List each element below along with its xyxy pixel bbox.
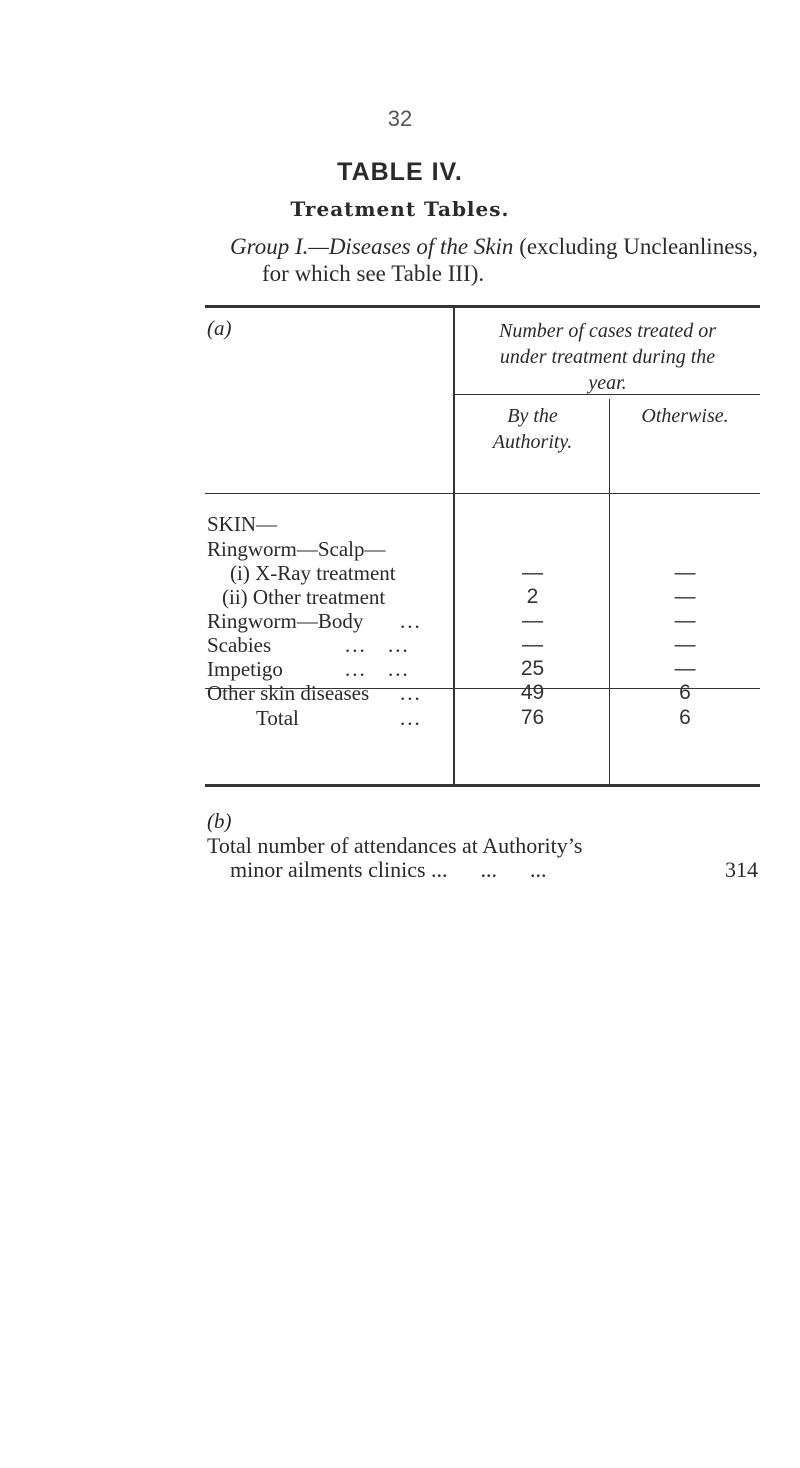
group-heading-italic: Group I.—Diseases of the Skin — [230, 234, 514, 259]
part-b-value: 314 — [725, 857, 758, 882]
header-main-line1: Number of cases treated or — [498, 320, 716, 342]
row-label: Impetigo — [207, 657, 283, 681]
column-header-authority — [455, 403, 610, 455]
row-dots: ... ... — [345, 657, 410, 681]
column-header-authority-line1: By the — [507, 405, 558, 427]
page-number: 32 — [387, 106, 413, 131]
row-dots: ... ... — [345, 633, 410, 657]
header-main-line3: year. — [588, 372, 627, 394]
row-label: Other skin diseases — [207, 681, 370, 705]
row-label: (ii) Other treatment — [222, 585, 386, 609]
row-dots: ... — [400, 609, 422, 633]
row-authority-value: — — [522, 609, 543, 632]
table-top-rule — [205, 305, 760, 308]
row-otherwise-value: — — [674, 609, 696, 632]
row-label: (i) X-Ray treatment — [230, 561, 396, 585]
subsection-label: Ringworm—Scalp— — [207, 537, 386, 561]
row-authority-value: 49 — [520, 681, 545, 704]
section-label: SKIN— — [207, 512, 278, 536]
row-authority-value: — — [522, 633, 543, 656]
group-heading-rest: (excluding Uncleanliness, — [513, 234, 759, 259]
row-otherwise-value: — — [674, 657, 696, 680]
total-otherwise-value: 6 — [679, 706, 691, 729]
column-label-a: (a) — [207, 316, 232, 340]
header-main-line2: under treatment during the — [499, 346, 716, 368]
header-main — [455, 318, 760, 396]
column-header-authority-line2: Authority. — [492, 431, 573, 453]
row-dots: ... — [400, 681, 422, 705]
row-otherwise-value: — — [674, 561, 696, 584]
header-bottom-rule — [205, 493, 760, 494]
column-header-otherwise: Otherwise. — [641, 405, 729, 427]
total-dots: ... — [400, 706, 422, 730]
part-b-line2: minor ailments clinics ... ... ... — [230, 857, 547, 882]
row-authority-value: 25 — [520, 657, 545, 680]
row-authority-value: 2 — [526, 585, 539, 608]
row-label: Scabies — [207, 633, 272, 657]
part-b-label: (b) — [207, 809, 232, 833]
group-heading — [230, 233, 758, 261]
table-title: TABLE IV. — [337, 158, 463, 186]
group-heading-line2: for which see Table III). — [262, 261, 485, 286]
row-otherwise-value: — — [674, 585, 696, 608]
row-label: Ringworm—Body — [207, 609, 364, 633]
part-b-line1: Total number of attendances at Authority’s — [207, 833, 583, 858]
row-otherwise-value: 6 — [679, 681, 691, 704]
table-subtitle: Treatment Tables. — [290, 197, 510, 221]
row-otherwise-value: — — [674, 633, 696, 656]
table-bottom-rule — [205, 784, 760, 787]
row-authority-value: — — [522, 561, 543, 584]
total-label: Total — [256, 706, 299, 730]
total-authority-value: 76 — [520, 706, 545, 729]
